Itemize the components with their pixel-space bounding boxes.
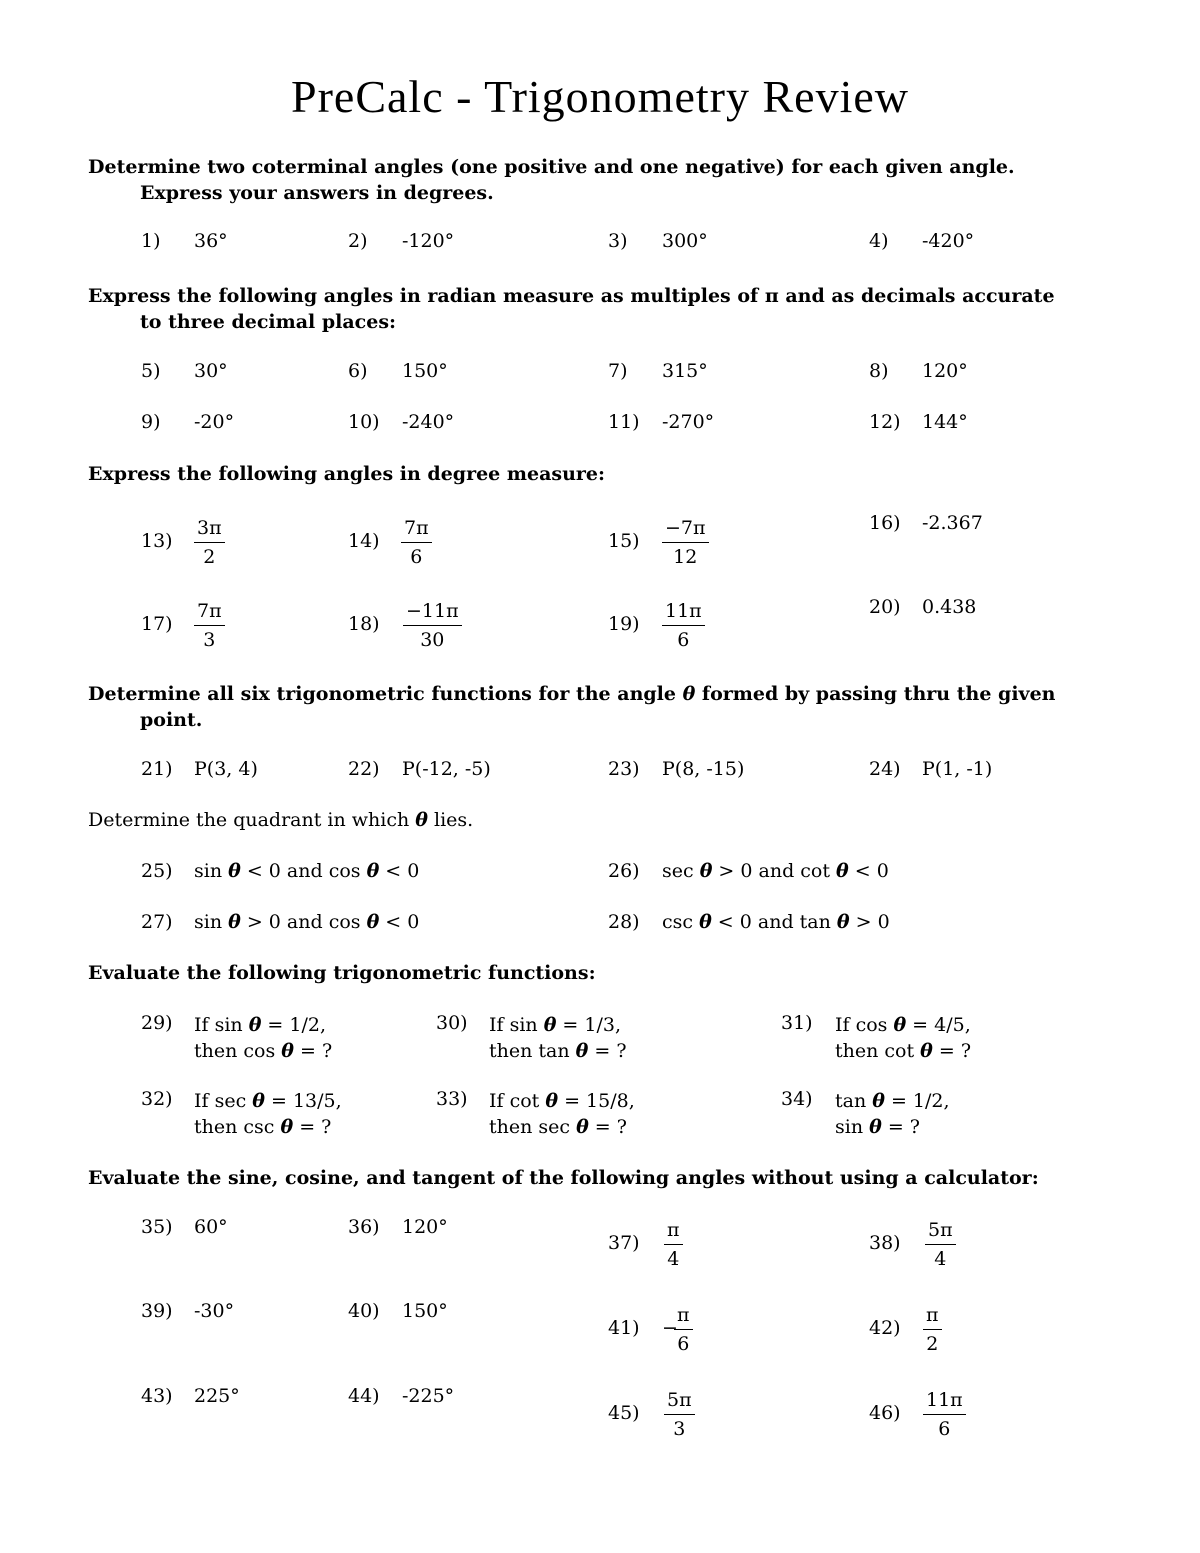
theta-symbol: θ	[836, 911, 850, 933]
fraction-numerator: 5π	[925, 1216, 956, 1245]
problem-number: 16)	[869, 512, 901, 534]
fraction-numerator: 7π	[194, 597, 225, 626]
problem-value: -120°	[402, 230, 455, 252]
problem-number: 10)	[348, 411, 380, 433]
fraction-numerator: 5π	[664, 1386, 695, 1415]
problem-value: -20°	[194, 411, 235, 433]
fraction	[674, 1301, 693, 1358]
theta-symbol: θ	[920, 1040, 933, 1062]
fraction-numerator: −11π	[403, 597, 462, 626]
expr-part: < 0	[379, 911, 420, 933]
problem-number: 44)	[348, 1385, 380, 1407]
fraction-numerator: 7π	[401, 514, 432, 543]
problem-value	[194, 860, 419, 882]
expr-part: < 0 and tan	[711, 911, 837, 933]
problem-number: 46)	[869, 1402, 901, 1424]
theta-symbol: θ	[682, 683, 696, 705]
fraction	[664, 1386, 695, 1443]
problem-value	[489, 1012, 627, 1064]
page-title: PreCalc - Trigonometry Review	[291, 71, 909, 122]
fraction-denominator: 6	[938, 1418, 951, 1440]
fraction-denominator: 2	[203, 546, 216, 568]
coterminal-line2: Express your answers in degrees.	[140, 182, 494, 204]
theta-symbol: θ	[415, 809, 428, 831]
problem-number: 41)	[608, 1317, 640, 1339]
fraction	[925, 1216, 956, 1273]
fraction-denominator: 3	[203, 629, 216, 651]
fraction	[662, 514, 709, 571]
expr-part: sin	[194, 911, 229, 933]
expr-part: then cos	[194, 1040, 282, 1062]
theta-symbol: θ	[366, 911, 380, 933]
expr-part: > 0 and cos	[240, 911, 367, 933]
fraction	[401, 514, 432, 571]
problem-value: -30°	[194, 1300, 235, 1322]
theta-symbol: θ	[699, 860, 713, 882]
problem-value: 144°	[922, 411, 968, 433]
expr-part: = 1/3,	[556, 1014, 621, 1036]
problem-value: 36°	[194, 230, 228, 252]
quadrant-line1a: Determine the quadrant in which	[88, 809, 416, 831]
problem-number: 4)	[869, 230, 889, 252]
expr-part: > 0 and cot	[712, 860, 837, 882]
problem-value: P(3, 4)	[194, 758, 258, 780]
problem-number: 6)	[348, 360, 368, 382]
problem-number: 7)	[608, 360, 628, 382]
problem-value: 315°	[662, 360, 708, 382]
problem-value	[194, 911, 419, 933]
problem-number: 5)	[141, 360, 161, 382]
problem-value: -225°	[402, 1385, 455, 1407]
problem-value: P(8, -15)	[662, 758, 745, 780]
theta-symbol: θ	[699, 911, 712, 933]
problem-value: -420°	[922, 230, 975, 252]
fraction	[664, 1216, 683, 1273]
problem-number: 19)	[608, 613, 640, 635]
fraction	[194, 514, 225, 571]
problem-number: 9)	[141, 411, 161, 433]
problem-number: 36)	[348, 1216, 380, 1238]
theta-symbol: θ	[228, 860, 241, 882]
problem-value: -2.367	[922, 512, 983, 534]
problem-value	[194, 1088, 342, 1140]
coterminal-line1: Determine two coterminal angles (one positive and one negative) for each given angle.	[88, 156, 1015, 178]
problem-number: 8)	[869, 360, 889, 382]
problem-number: 21)	[141, 758, 173, 780]
theta-symbol: θ	[228, 911, 241, 933]
expr-part: = 1/2,	[884, 1090, 950, 1112]
problem-number: 11)	[608, 411, 640, 433]
six-line2: point.	[140, 709, 203, 731]
theta-symbol: θ	[545, 1090, 559, 1112]
fraction	[662, 597, 705, 654]
expr-part: = 15/8,	[558, 1090, 635, 1112]
expr-part: If cot	[489, 1090, 546, 1112]
theta-symbol: θ	[543, 1014, 557, 1036]
problem-number: 1)	[141, 230, 161, 252]
problem-number: 3)	[608, 230, 628, 252]
problem-number: 39)	[141, 1300, 173, 1322]
theta-symbol: θ	[893, 1014, 907, 1036]
expr-part: = ?	[293, 1040, 333, 1062]
problem-number: 32)	[141, 1088, 173, 1110]
degree-instructions: Express the following angles in degree measure:	[88, 463, 605, 485]
problem-value: 120°	[402, 1216, 448, 1238]
expr-part: = 4/5,	[906, 1014, 971, 1036]
problem-number: 14)	[348, 530, 380, 552]
expr-part: sec	[662, 860, 700, 882]
problem-number: 31)	[781, 1012, 813, 1034]
expr-part: = 1/2,	[261, 1014, 326, 1036]
expr-part: If sec	[194, 1090, 253, 1112]
problem-value: 225°	[194, 1385, 240, 1407]
expr-part: then csc	[194, 1116, 281, 1138]
problem-value	[662, 860, 889, 882]
problem-number: 38)	[869, 1232, 901, 1254]
problem-number: 37)	[608, 1232, 640, 1254]
fraction	[403, 597, 462, 654]
theta-symbol: θ	[280, 1116, 294, 1138]
problem-number: 45)	[608, 1402, 640, 1424]
problem-number: 2)	[348, 230, 368, 252]
problem-value: P(-12, -5)	[402, 758, 491, 780]
fraction-denominator: 4	[934, 1248, 947, 1270]
theta-symbol: θ	[575, 1040, 589, 1062]
problem-number: 18)	[348, 613, 380, 635]
problem-value: P(1, -1)	[922, 758, 993, 780]
problem-value	[194, 1012, 332, 1064]
problem-value: 150°	[402, 1300, 448, 1322]
problem-value: -240°	[402, 411, 455, 433]
theta-symbol: θ	[836, 860, 849, 882]
expr-part: If sin	[489, 1014, 544, 1036]
expr-part: then tan	[489, 1040, 576, 1062]
expr-part: If sin	[194, 1014, 249, 1036]
expr-part: = 13/5,	[264, 1090, 342, 1112]
problem-number: 43)	[141, 1385, 173, 1407]
fraction-numerator: π	[923, 1301, 942, 1330]
theta-symbol: θ	[869, 1116, 882, 1138]
negative-sign: −	[662, 1317, 678, 1339]
problem-number: 35)	[141, 1216, 173, 1238]
problem-value: 300°	[662, 230, 708, 252]
radian-line1: Express the following angles in radian measure as multiples of π and as decimals accurate	[88, 285, 1055, 307]
radian-line2: to three decimal places:	[140, 311, 397, 333]
expr-part: = ?	[932, 1040, 972, 1062]
theta-symbol: θ	[366, 860, 380, 882]
problem-number: 40)	[348, 1300, 380, 1322]
problem-value: 60°	[194, 1216, 228, 1238]
problem-value	[835, 1012, 971, 1064]
problem-number: 24)	[869, 758, 901, 780]
problem-number: 29)	[141, 1012, 173, 1034]
expr-part: < 0	[848, 860, 889, 882]
six-functions-instructions	[88, 681, 1148, 733]
fraction-numerator: 11π	[923, 1386, 966, 1415]
problem-value: -270°	[662, 411, 715, 433]
fraction	[923, 1301, 942, 1358]
fraction	[194, 597, 225, 654]
problem-value	[835, 1088, 950, 1140]
fraction-denominator: 12	[673, 546, 698, 568]
expr-part: csc	[662, 911, 700, 933]
fraction	[923, 1386, 966, 1443]
expr-part: = ?	[588, 1040, 627, 1062]
fraction-numerator: π	[664, 1216, 683, 1245]
problem-number: 34)	[781, 1088, 813, 1110]
fraction-denominator: 2	[926, 1333, 939, 1355]
expr-part: tan	[835, 1090, 873, 1112]
problem-number: 25)	[141, 860, 173, 882]
problem-value: 0.438	[922, 596, 977, 618]
problem-value	[489, 1088, 635, 1140]
expr-part: > 0	[849, 911, 890, 933]
fraction-denominator: 4	[667, 1248, 680, 1270]
quadrant-line1b: lies.	[427, 809, 474, 831]
expr-part: If cos	[835, 1014, 894, 1036]
problem-value: 150°	[402, 360, 448, 382]
fraction-numerator: π	[674, 1301, 693, 1330]
problem-number: 13)	[141, 530, 173, 552]
problem-value: 120°	[922, 360, 968, 382]
quadrant-instructions	[88, 809, 473, 831]
problem-number: 23)	[608, 758, 640, 780]
fraction-denominator: 6	[677, 629, 690, 651]
problem-value: 30°	[194, 360, 228, 382]
problem-number: 42)	[869, 1317, 901, 1339]
theta-symbol: θ	[252, 1090, 265, 1112]
expr-part: sin	[835, 1116, 870, 1138]
problem-number: 22)	[348, 758, 380, 780]
fraction-denominator: 6	[677, 1333, 690, 1355]
problem-value	[662, 911, 890, 933]
problem-number: 20)	[869, 596, 901, 618]
expr-part: = ?	[881, 1116, 920, 1138]
theta-symbol: θ	[576, 1116, 589, 1138]
problem-number: 28)	[608, 911, 640, 933]
theta-symbol: θ	[248, 1014, 262, 1036]
problem-number: 30)	[436, 1012, 468, 1034]
problem-number: 15)	[608, 530, 640, 552]
no-calculator-instructions: Evaluate the sine, cosine, and tangent of the following angles without using a calculator:	[88, 1167, 1039, 1189]
expr-part: then sec	[489, 1116, 577, 1138]
fraction-denominator: 6	[410, 546, 423, 568]
problem-number: 26)	[608, 860, 640, 882]
problem-number: 12)	[869, 411, 901, 433]
fraction-denominator: 30	[420, 629, 445, 651]
theta-symbol: θ	[281, 1040, 294, 1062]
expr-part: < 0 and cos	[240, 860, 367, 882]
problem-number: 27)	[141, 911, 173, 933]
expr-part: < 0	[379, 860, 420, 882]
evaluate-instructions: Evaluate the following trigonometric functions:	[88, 962, 596, 984]
six-line1b: formed by passing thru the given	[695, 683, 1056, 705]
theta-symbol: θ	[872, 1090, 885, 1112]
expr-part: then cot	[835, 1040, 921, 1062]
fraction-numerator: 11π	[662, 597, 705, 626]
expr-part: sin	[194, 860, 229, 882]
expr-part: = ?	[588, 1116, 627, 1138]
problem-number: 33)	[436, 1088, 468, 1110]
problem-number: 17)	[141, 613, 173, 635]
fraction-denominator: 3	[673, 1418, 686, 1440]
radian-instructions	[88, 283, 1148, 335]
fraction-numerator: 3π	[194, 514, 225, 543]
fraction-numerator: −7π	[662, 514, 709, 543]
coterminal-instructions	[88, 154, 1148, 206]
expr-part: = ?	[293, 1116, 332, 1138]
six-line1a: Determine all six trigonometric functions for the angle	[88, 683, 683, 705]
